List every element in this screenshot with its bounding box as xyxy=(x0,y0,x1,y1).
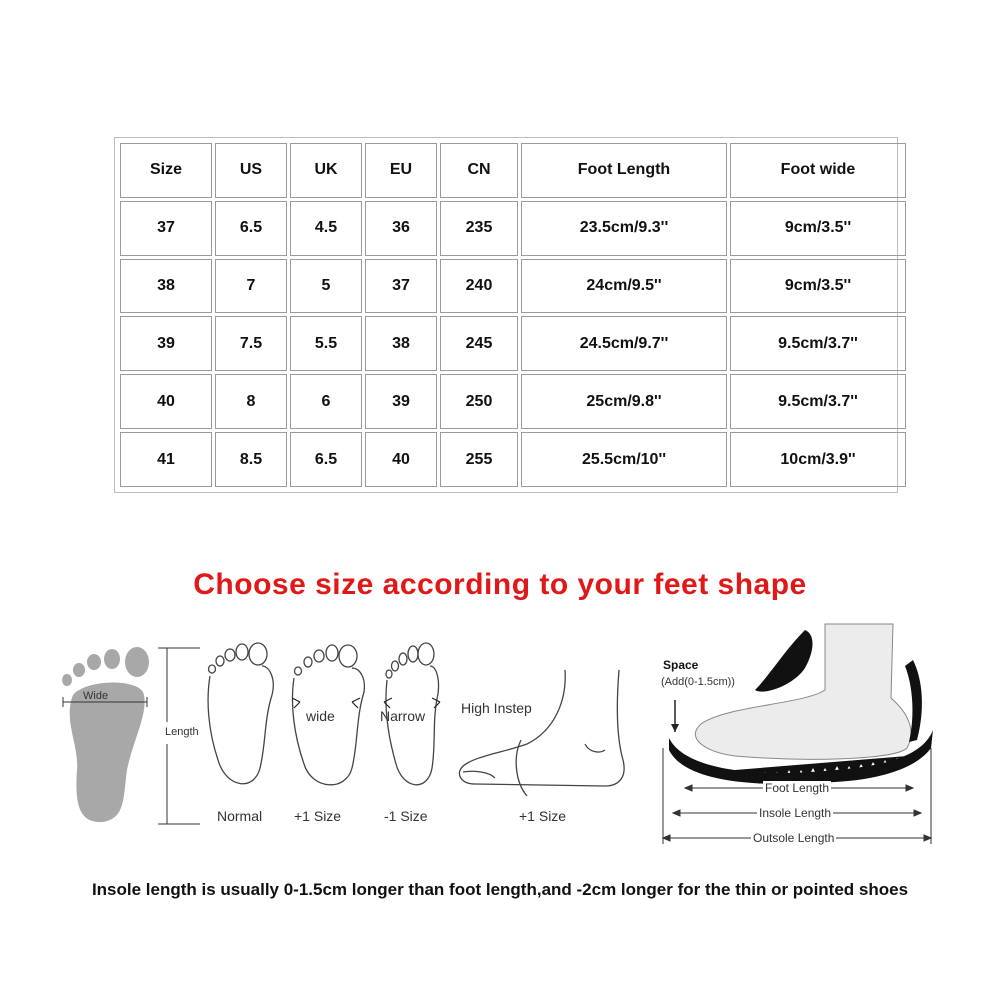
cell-eu: 36 xyxy=(365,201,437,256)
narrow-arrow-label: Narrow xyxy=(380,708,426,724)
cell-eu: 37 xyxy=(365,259,437,314)
cell-uk: 4.5 xyxy=(290,201,362,256)
cell-size: 41 xyxy=(120,432,212,487)
high-instep-illustration xyxy=(455,660,640,830)
wide-label: Wide xyxy=(83,690,109,702)
insole-length-label: Insole Length xyxy=(759,806,832,820)
cell-size: 38 xyxy=(120,259,212,314)
cell-us: 7.5 xyxy=(215,316,287,371)
cell-eu: 38 xyxy=(365,316,437,371)
normal-foot-illustration xyxy=(200,640,280,830)
high-instep-caption: +1 Size xyxy=(519,808,567,824)
cell-size: 40 xyxy=(120,374,212,429)
wide-arrow-label: wide xyxy=(306,708,335,724)
narrow-caption: -1 Size xyxy=(384,808,428,824)
cell-us: 7 xyxy=(215,259,287,314)
cell-foot-wide: 9.5cm/3.7'' xyxy=(730,316,906,371)
length-label: Length xyxy=(165,726,199,738)
cell-cn: 250 xyxy=(440,374,518,429)
header-size: Size xyxy=(120,143,212,198)
table-row xyxy=(120,374,906,429)
cell-foot-length: 23.5cm/9.3'' xyxy=(521,201,727,256)
wide-foot-illustration xyxy=(288,640,368,830)
cell-us: 8 xyxy=(215,374,287,429)
section-title: Choose size according to your feet shape xyxy=(193,568,807,601)
cell-uk: 5.5 xyxy=(290,316,362,371)
cell-cn: 235 xyxy=(440,201,518,256)
cell-uk: 5 xyxy=(290,259,362,314)
high-instep-foot-icon xyxy=(455,660,640,800)
cell-cn: 240 xyxy=(440,259,518,314)
wide-caption: +1 Size xyxy=(294,808,342,824)
cell-us: 6.5 xyxy=(215,201,287,256)
size-chart-table xyxy=(114,137,898,493)
space-sub-label: (Add(0-1.5cm)) xyxy=(661,676,735,688)
cell-foot-length: 25.5cm/10'' xyxy=(521,432,727,487)
cell-foot-length: 25cm/9.8'' xyxy=(521,374,727,429)
cell-cn: 255 xyxy=(440,432,518,487)
cell-foot-length: 24.5cm/9.7'' xyxy=(521,316,727,371)
cell-size: 39 xyxy=(120,316,212,371)
shoe-diagram xyxy=(655,620,940,855)
header-foot-length: Foot Length xyxy=(521,143,727,198)
cell-foot-wide: 9.5cm/3.7'' xyxy=(730,374,906,429)
cell-eu: 39 xyxy=(365,374,437,429)
cell-foot-wide: 9cm/3.5'' xyxy=(730,201,906,256)
cell-cn: 245 xyxy=(440,316,518,371)
cell-us: 8.5 xyxy=(215,432,287,487)
cell-uk: 6 xyxy=(290,374,362,429)
table-row xyxy=(120,201,906,256)
foot-length-label: Foot Length xyxy=(765,781,830,795)
header-us: US xyxy=(215,143,287,198)
table-row xyxy=(120,259,906,314)
footnote: Insole length is usually 0-1.5cm longer than foot length,and -2cm longer for the thin or pointed shoes xyxy=(91,880,909,899)
cell-size: 37 xyxy=(120,201,212,256)
normal-caption: Normal xyxy=(217,808,263,824)
table-row xyxy=(120,316,906,371)
space-label: Space xyxy=(663,658,699,672)
header-uk: UK xyxy=(290,143,362,198)
normal-foot-icon xyxy=(200,640,280,800)
cell-foot-wide: 9cm/3.5'' xyxy=(730,259,906,314)
cell-uk: 6.5 xyxy=(290,432,362,487)
high-instep-label: High Instep xyxy=(461,700,532,716)
outsole-length-label: Outsole Length xyxy=(753,831,835,845)
cell-foot-wide: 10cm/3.9'' xyxy=(730,432,906,487)
foot-measure-illustration xyxy=(55,640,215,830)
cell-foot-length: 24cm/9.5'' xyxy=(521,259,727,314)
header-eu: EU xyxy=(365,143,437,198)
cell-eu: 40 xyxy=(365,432,437,487)
narrow-foot-illustration xyxy=(376,640,456,830)
header-cn: CN xyxy=(440,143,518,198)
table-row xyxy=(120,432,906,487)
header-foot-wide: Foot wide xyxy=(730,143,906,198)
table-header-row xyxy=(120,143,906,198)
